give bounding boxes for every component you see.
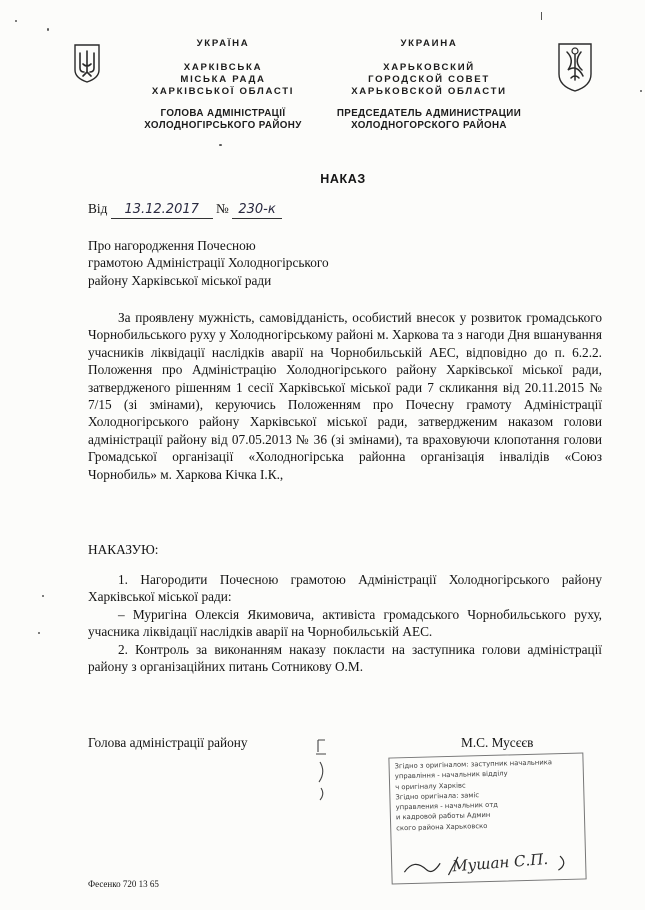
header-left-council-line: ХАРКІВСЬКОЇ ОБЛАСТІ [151, 86, 295, 97]
number-prefix: № [216, 201, 229, 216]
scan-speck [42, 595, 44, 597]
executor-note: Фесенко 720 13 65 [88, 879, 159, 889]
certification-stamp [388, 752, 586, 884]
header-right-office-line: ХОЛОДНОГОРСКОГО РАЙОНА [351, 120, 507, 131]
subject-line: Про нагородження Почесною [88, 238, 256, 253]
header-right-council-line: ХАРЬКОВСКИЙ [383, 62, 475, 73]
scan-speck [15, 20, 17, 22]
stamp-line: Згідно оригінала: заміс [395, 791, 480, 802]
kharkiv-city-coat-of-arms-icon [555, 40, 595, 94]
date-prefix: Від [88, 201, 108, 216]
scan-speck [219, 144, 222, 146]
order-word: НАКАЗУЮ: [88, 542, 159, 557]
stamp-line: управления - начальник отд [395, 800, 499, 812]
date-number-line [88, 200, 282, 219]
header-right-council-line: ГОРОДСКОЙ СОВЕТ [368, 74, 490, 85]
awardee-entry: – Муригіна Олексія Якимовича, активіста громадського Чорнобильського руху, учасника ліквідації наслідків аварії на Чорнобильській АЕС. [88, 606, 602, 640]
document-subject [88, 237, 428, 289]
stamp-line: ч оригіналу Харківс [395, 781, 466, 791]
order-date: 13.12.2017 [111, 200, 213, 219]
stamp-line: и кадровой работы Админ [395, 811, 491, 822]
header-left-country: УКРАЇНА [196, 38, 250, 49]
trident-coat-of-arms-icon [72, 42, 102, 84]
order-number: 230-к [232, 200, 282, 219]
header-left-office-line: ХОЛОДНОГІРСЬКОГО РАЙОНУ [144, 120, 302, 131]
header-left-office-line: ГОЛОВА АДМІНІСТРАЦІЇ [160, 108, 286, 119]
header-right-office-line: ПРЕДСЕДАТЕЛЬ АДМИНИСТРАЦИИ [336, 108, 522, 119]
order-items [88, 571, 602, 675]
header-right [318, 38, 540, 132]
header-right-council-line: ХАРЬКОВСКОЙ ОБЛАСТИ [351, 86, 507, 97]
stamp-signature-flourish-icon [400, 850, 581, 881]
document-type-title: НАКАЗ [320, 172, 366, 186]
scan-speck [541, 12, 542, 20]
subject-line: грамотою Адміністрації Холодногірського [88, 255, 329, 271]
order-item-2: 2. Контроль за виконанням наказу покласти на заступника голови адміністрації району з організаційних питань Сотникову О.М. [88, 641, 602, 675]
header-left-council-line: МІСЬКА РАДА [180, 74, 266, 85]
scan-speck [38, 632, 40, 634]
header-right-country: УКРАИНА [400, 38, 458, 49]
signature-name: М.С. Мусєєв [461, 735, 534, 750]
scan-speck [47, 28, 49, 31]
header-left-council-line: ХАРКІВСЬКА [183, 62, 263, 73]
preamble-paragraph: За проявлену мужність, самовідданість, особистий внесок у розвиток громадського Чорнобильського руху у Холодногірському районі м. Харкова та з нагоди Дня вшанування учасників ліквідації наслідків аварії на Чорнобильській АЕС, відповідно до п. 6.2.2. Положення про Адміністрацію Холодногірського району Харківської міської ради, затвердженого рішенням 1 сесії Харківської міської ради 7 скликання від 20.11.2015 № 7/15 (зі змінами), керуючись Положенням про Почесну грамоту Адміністрації Холодногірського району Харківської міської ради, затвердженим наказом голови адміністрації району від 07.05.2013 № 36 (зі змінами), та враховуючи клопотання голови Громадської організації «Холодногірська районна організація інвалідів «Союз Чорнобиль» м. Харкова Кічка І.К., [88, 310, 602, 482]
stamp-line: управління - начальник відділу [394, 769, 508, 781]
stamp-line: ского района Харьковско [396, 821, 488, 833]
order-item-1: 1. Нагородити Почесною грамотою Адміністрації Холодногірського району Харківської міської ради: [88, 572, 602, 605]
stamp-signature: Мушан С.П. [451, 849, 549, 876]
subject-line: району Харківської міської ради [88, 272, 272, 288]
stamp-line: Згідно з оригіналом: заступник начальника [394, 758, 553, 771]
scan-speck [640, 90, 642, 92]
signature-mark-icon [312, 736, 334, 806]
header-left [128, 38, 318, 132]
signature-position: Голова адміністрації району [88, 735, 248, 750]
